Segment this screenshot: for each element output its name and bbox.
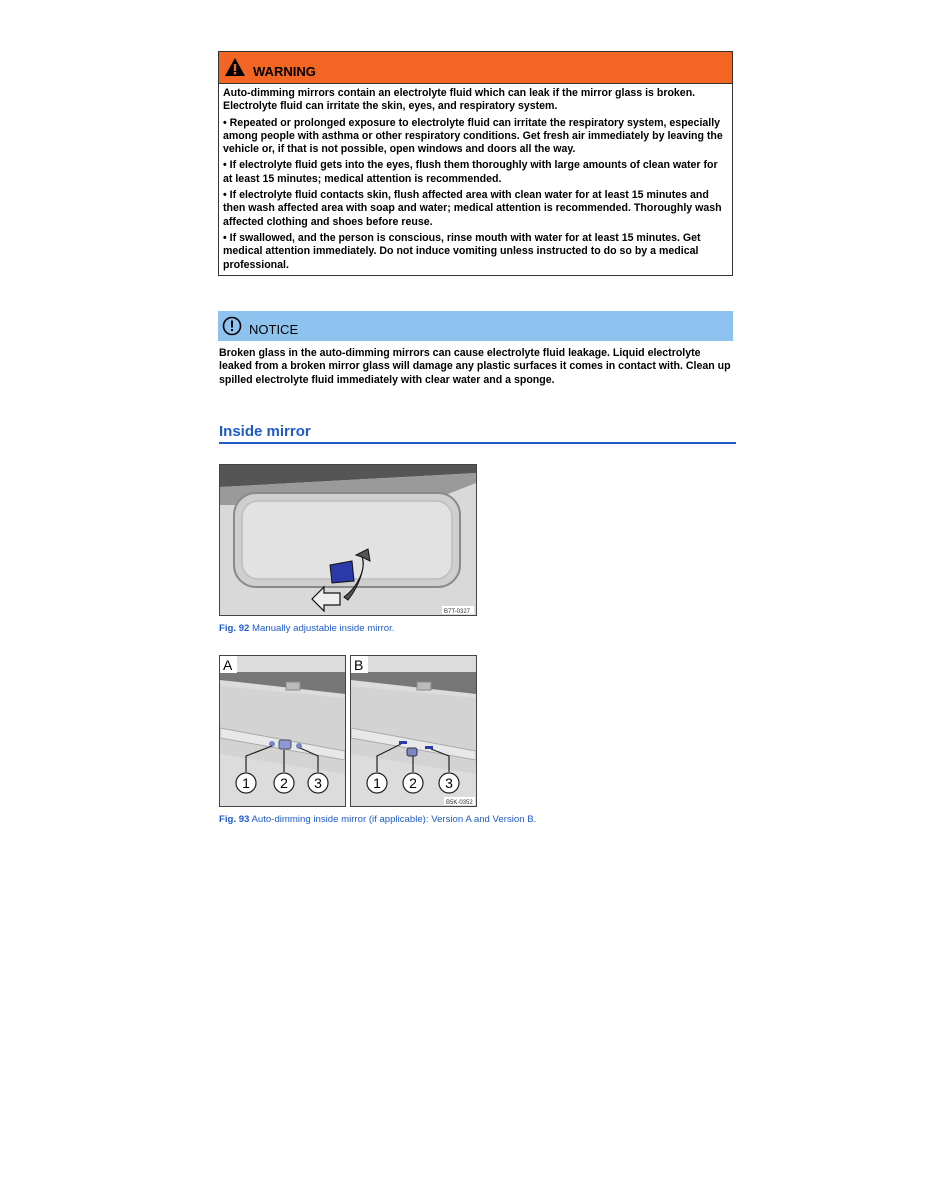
panel-label-a: A: [223, 657, 233, 673]
warning-box: [218, 51, 733, 276]
callout-2: 2: [409, 775, 417, 791]
auto-dimming-b-illustration: [351, 656, 476, 806]
warning-bullet: • If swallowed, and the person is conscious, rinse mouth with water for at least 15 minutes. Get medical attention immediately. Do not induce vomiting unless instructed to do so by a medical professional.: [223, 231, 701, 271]
figure-label: Fig. 92: [219, 623, 250, 634]
notice-header: [218, 311, 733, 341]
figure-caption-text: Manually adjustable inside mirror.: [249, 623, 395, 634]
warning-title: WARNING: [253, 64, 316, 79]
auto-dimming-a-illustration: [220, 656, 345, 806]
notice-text: Broken glass in the auto-dimming mirrors can cause electrolyte fluid leakage. Liquid electrolyte leaked from a broken mirror glass will damage any plastic surfaces it comes in contact with. Clean up spilled electrolyte fluid immediately with clear water and a sponge.: [219, 347, 731, 386]
callout-1: 1: [373, 775, 381, 791]
warning-bullet: • If electrolyte fluid contacts skin, flush affected area with clean water for at least 15 minutes and then wash affected area with soap and water; medical attention is recommended. Thoroughly wash affected clothing and shoes before reuse.: [223, 189, 722, 228]
warning-triangle-icon: [224, 57, 246, 77]
panel-label-b: B: [354, 657, 364, 673]
figure-caption-text: Auto-dimming inside mirror (if applicable): Version A and Version B.: [249, 814, 537, 825]
exclamation-circle-icon: [222, 316, 242, 336]
figure-auto-dimming-version-a: [219, 655, 346, 807]
warning-header: [219, 52, 732, 84]
figure-caption: [219, 623, 394, 634]
section-title: Inside mirror: [219, 423, 311, 440]
section-divider: [219, 442, 736, 444]
figure-code: B7T-0327: [444, 609, 471, 615]
warning-paragraph: Auto-dimming mirrors contain an electrolyte fluid which can leak if the mirror glass is broken. Electrolyte fluid can irritate the skin, eyes, and respiratory system.: [223, 87, 696, 113]
notice-title: NOTICE: [249, 322, 299, 337]
figure-code: B5K-0352: [446, 800, 473, 806]
manual-mirror-illustration: [220, 465, 476, 615]
callout-2: 2: [280, 775, 288, 791]
figure-manual-mirror: [219, 464, 477, 616]
figure-auto-dimming-version-b: [350, 655, 477, 807]
warning-body: [219, 84, 732, 275]
warning-bullet: • If electrolyte fluid gets into the eyes, flush them thoroughly with large amounts of clean water for at least 15 minutes; medical attention is recommended.: [223, 159, 718, 185]
figure-caption: [219, 814, 536, 825]
callout-3: 3: [445, 775, 453, 791]
figure-label: Fig. 93: [219, 814, 250, 825]
warning-bullet: • Repeated or prolonged exposure to electrolyte fluid can irritate the respiratory system, especially among people with asthma or other respiratory conditions. Get fresh air immediately by leaving the vehicle or, if that is not possible, open windows and doors all the way.: [223, 116, 723, 156]
callout-1: 1: [242, 775, 250, 791]
callout-3: 3: [314, 775, 322, 791]
